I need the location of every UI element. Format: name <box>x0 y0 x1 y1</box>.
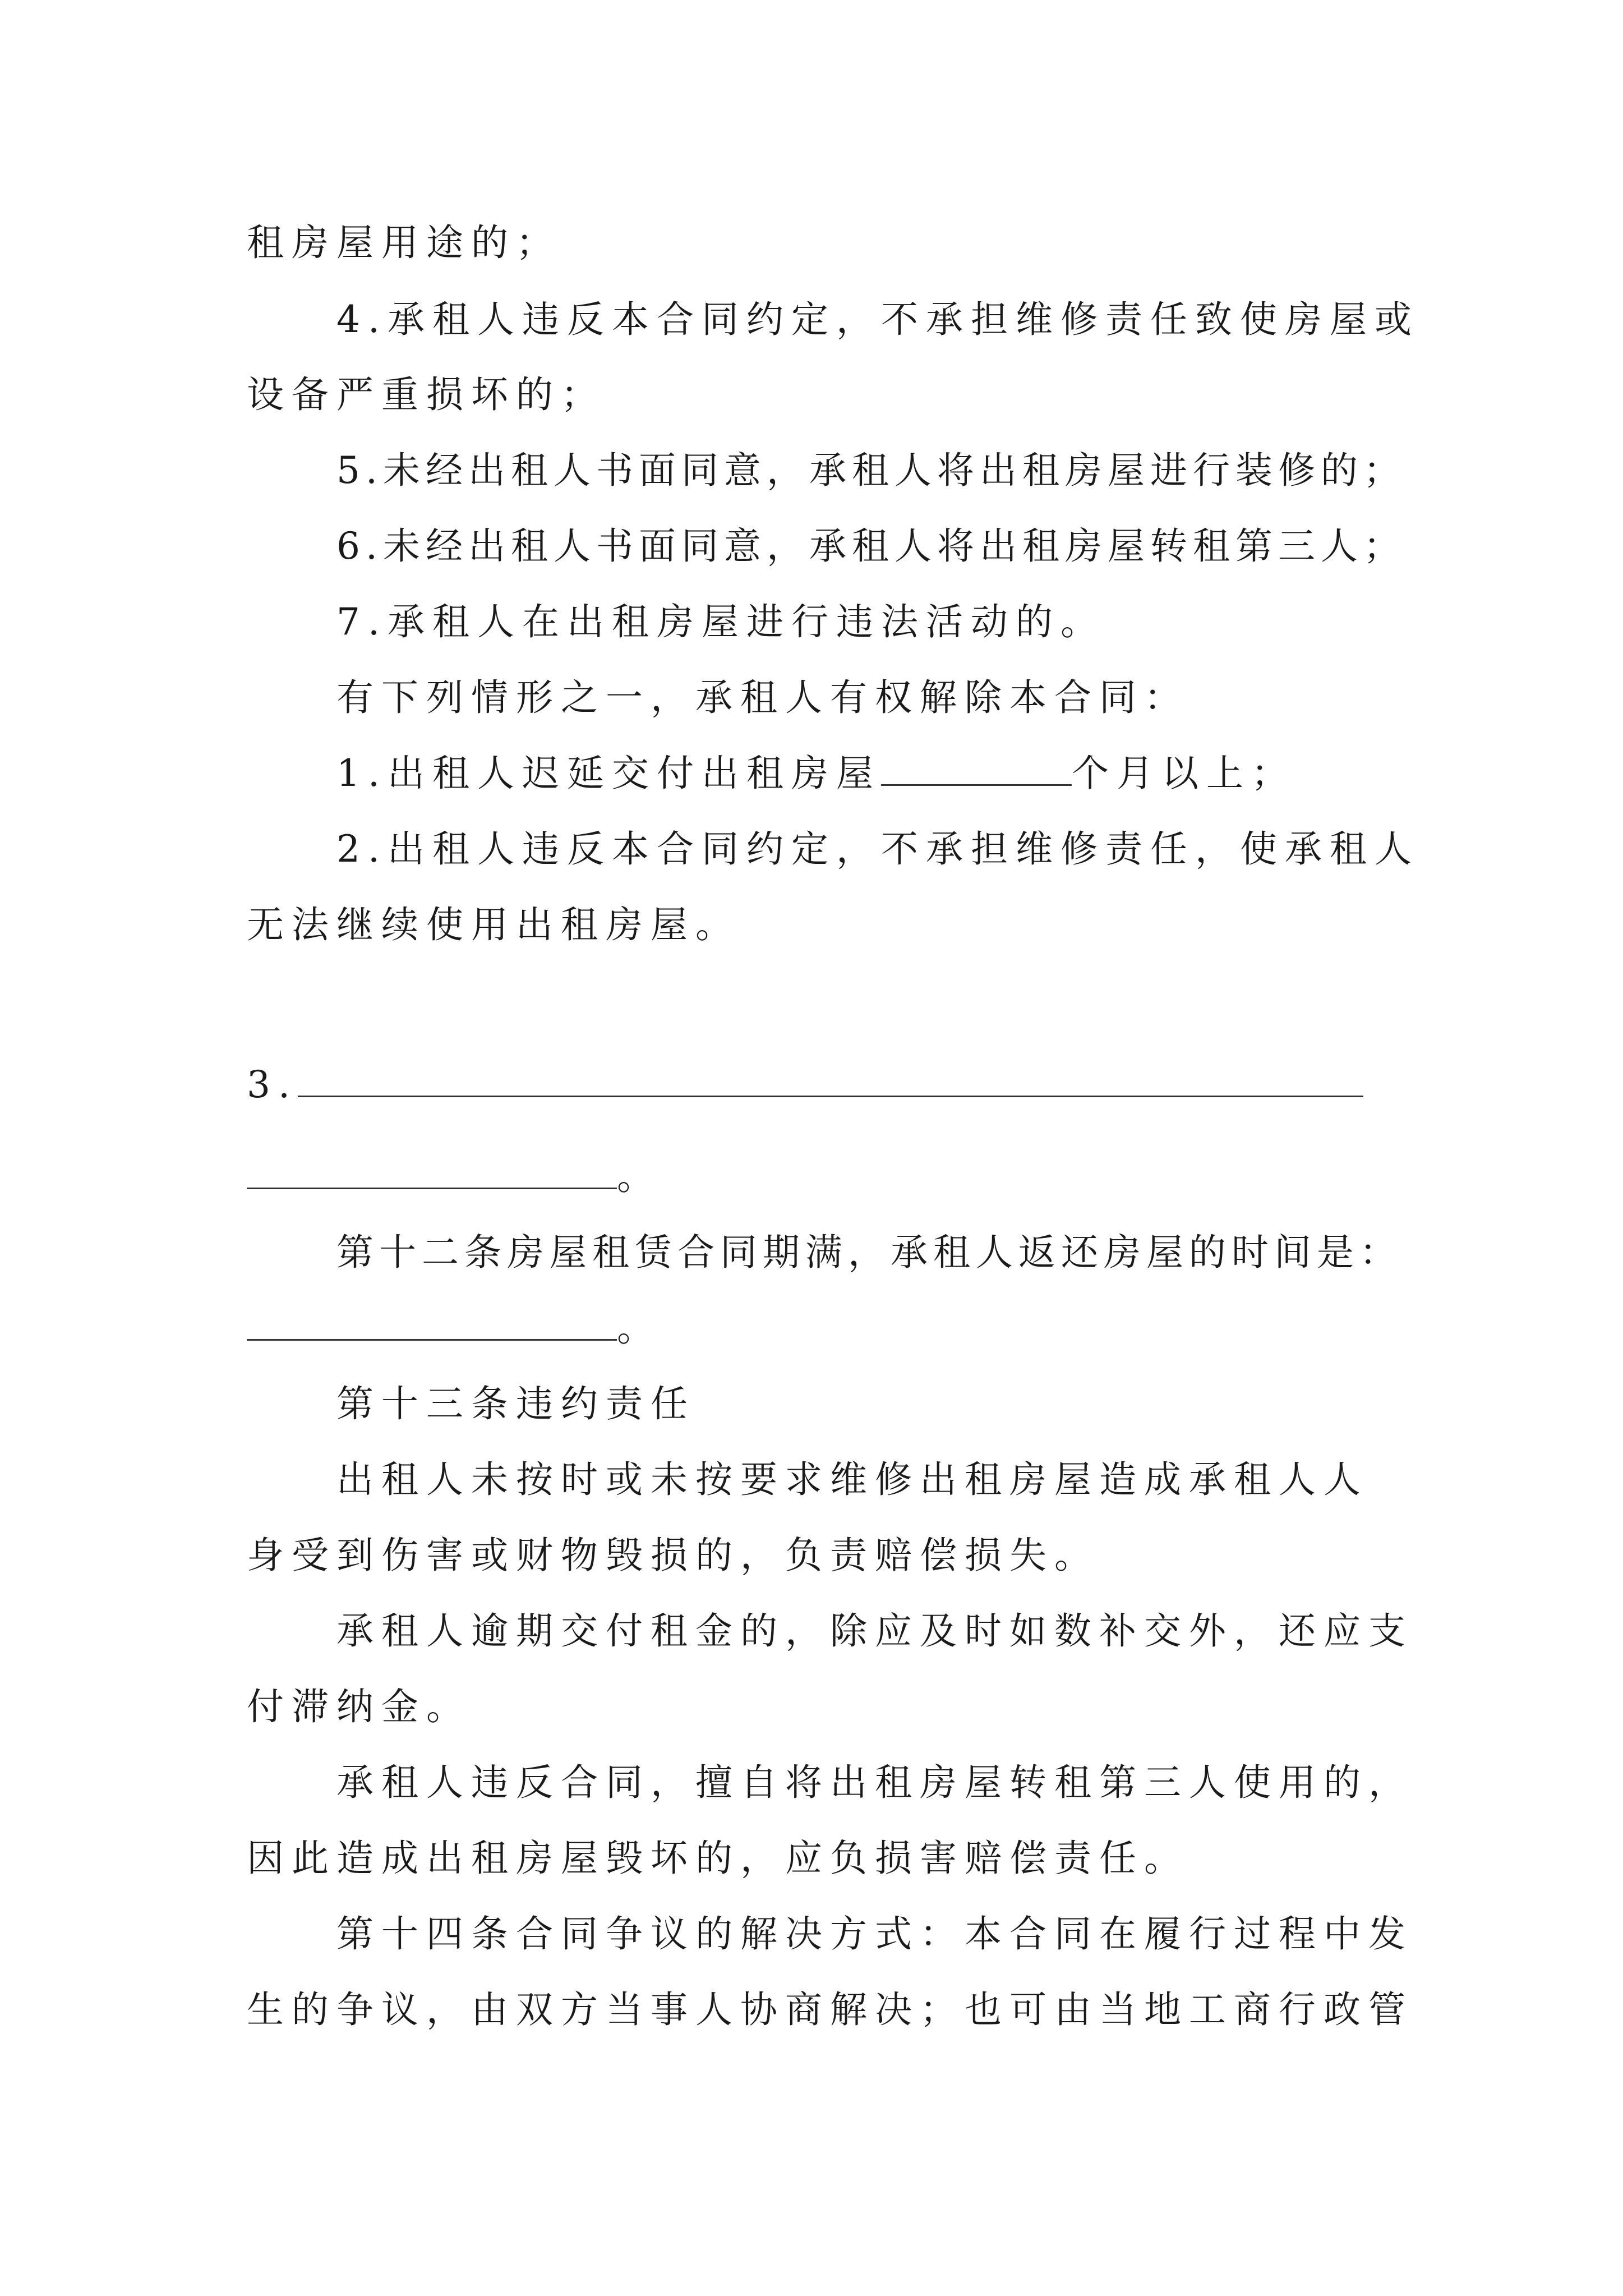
text-line: 承租人逾期交付租金的，除应及时如数补交外，还应支 <box>336 1609 1413 1653</box>
text-line: 租房屋用途的； <box>247 221 561 264</box>
text-line: 有下列情形之一，承租人有权解除本合同： <box>336 676 1189 719</box>
text-line: 第十四条合同争议的解决方式：本合同在履行过程中发 <box>336 1912 1413 1955</box>
fill-in-blank <box>247 1155 617 1189</box>
text-segment: 。 <box>617 1306 662 1350</box>
text-line: 设备严重损坏的； <box>247 373 606 416</box>
text-line-with-blank <box>247 1303 1391 1354</box>
text-segment: 个月以上； <box>1071 752 1296 795</box>
text-line: 付滞纳金。 <box>247 1685 471 1728</box>
text-line: 身受到伤害或财物毁损的，负责赔偿损失。 <box>247 1534 1099 1577</box>
text-line: 无法继续使用出租房屋。 <box>247 903 740 946</box>
fill-in-blank <box>247 1306 617 1341</box>
text-line: 6.未经出租人书面同意，承租人将出租房屋转租第三人； <box>336 524 1406 568</box>
text-line: 5.未经出租人书面同意，承租人将出租房屋进行装修的； <box>336 449 1406 492</box>
text-segment: 1.出租人迟延交付出租房屋 <box>336 752 881 795</box>
text-line: 出租人未按时或未按要求维修出租房屋造成承租人人 <box>336 1458 1368 1501</box>
text-line: 生的争议，由双方当事人协商解决；也可由当地工商行政管 <box>247 1988 1413 2031</box>
fill-in-blank <box>881 752 1072 786</box>
text-line-with-blank <box>247 1060 1391 1110</box>
text-line-with-blank <box>247 1152 1391 1202</box>
text-line: 承租人违反合同，擅自将出租房屋转租第三人使用的， <box>336 1761 1413 1804</box>
text-line: 4.承租人违反本合同约定，不承担维修责任致使房屋或 <box>336 298 1419 341</box>
fill-in-blank <box>298 1063 1363 1097</box>
text-line: 第十二条房屋租赁合同期满，承租人返还房屋的时间是： <box>336 1231 1402 1274</box>
text-line: 因此造成出租房屋毁坏的，应负损害赔偿责任。 <box>247 1837 1189 1880</box>
text-line: 2.出租人违反本合同约定，不承担维修责任，使承租人 <box>336 827 1419 871</box>
text-segment: 3. <box>247 1063 298 1106</box>
text-line: 第十三条违约责任 <box>336 1382 695 1425</box>
text-line-with-blank <box>336 748 1391 799</box>
text-line: 7.承租人在出租房屋进行违法活动的。 <box>336 600 1105 643</box>
text-segment: 。 <box>617 1155 662 1198</box>
